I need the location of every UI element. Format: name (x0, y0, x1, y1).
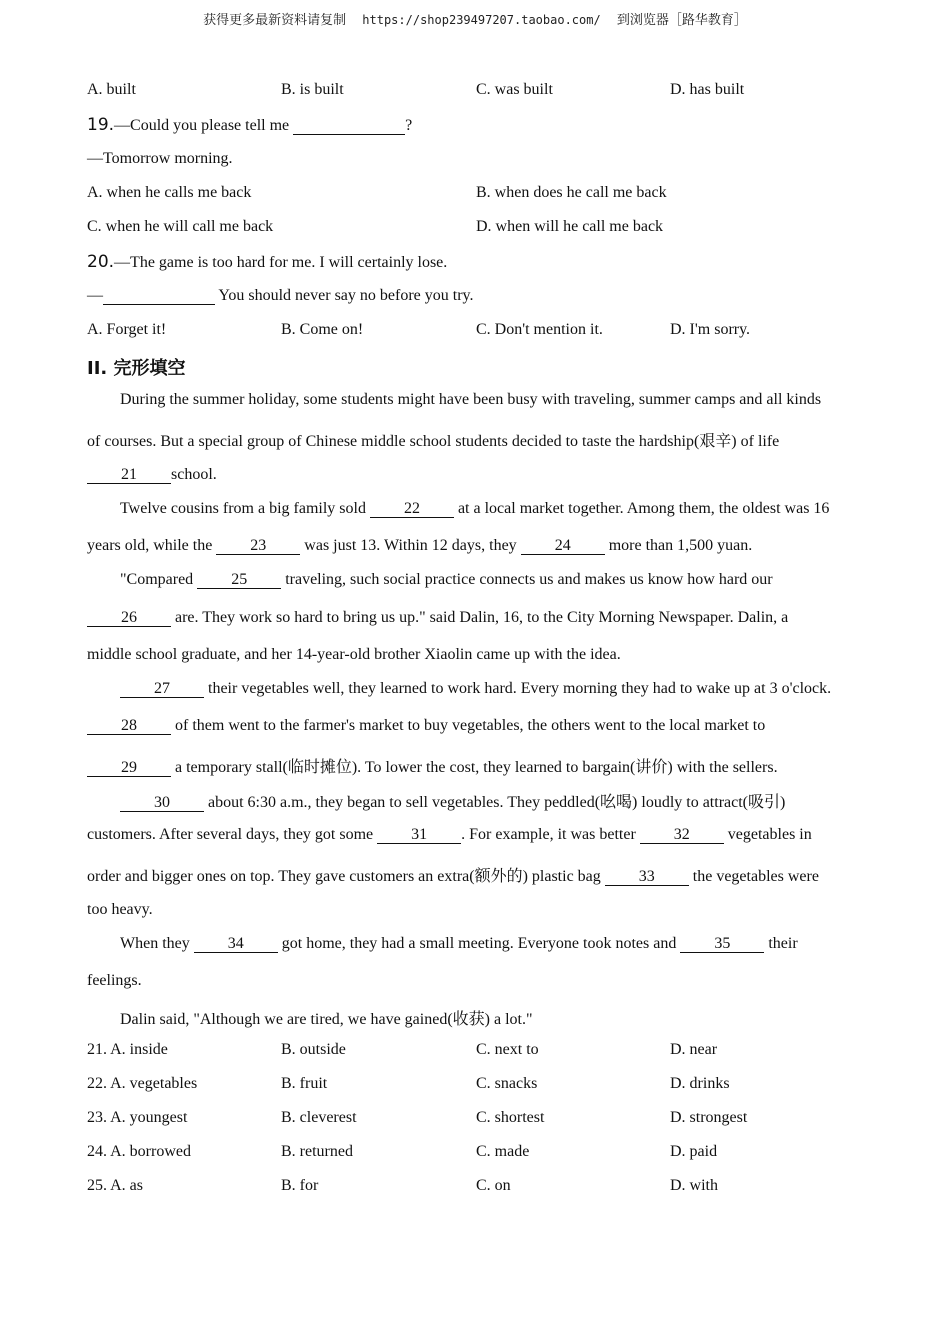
choice-option: B. cleverest (281, 1109, 357, 1126)
passage-line: of courses. But a special group of Chinese middle school students decided to taste the hardship(艰辛) of life (87, 433, 780, 450)
choice-option: D. with (670, 1177, 718, 1194)
q19-end: ? (405, 117, 413, 134)
header-url: https://shop239497207.taobao.com/ (362, 13, 601, 27)
q20-reply-start: — (87, 287, 103, 304)
choice-option: C. on (476, 1177, 511, 1194)
q20-prompt (87, 252, 447, 272)
passage-line (87, 826, 812, 844)
blank-35: 35 (680, 935, 764, 953)
blank-31: 31 (377, 826, 461, 844)
passage-text: Twelve cousins from a big family sold (120, 500, 370, 517)
q20-number: 20. (87, 252, 115, 272)
blank-34: 34 (194, 935, 278, 953)
choice-option: B. fruit (281, 1075, 328, 1092)
q19-option-c: C. when he will call me back (87, 218, 274, 235)
q19-text: —Could you please tell me (114, 117, 290, 134)
choice-option: C. shortest (476, 1109, 545, 1126)
passage-text: vegetables in (723, 826, 812, 843)
choice-option: C. next to (476, 1041, 539, 1058)
q19-option-d: D. when will he call me back (476, 218, 664, 235)
passage-text: was just 13. Within 12 days, they (300, 537, 521, 554)
choice-option: 24. A. borrowed (87, 1143, 191, 1160)
choice-option: 25. A. as (87, 1177, 143, 1194)
passage-text: . For example, it was better (461, 826, 640, 843)
q18-option-a: A. built (87, 81, 136, 98)
blank-30: 30 (120, 794, 204, 812)
passage-text: school. (171, 466, 217, 483)
passage-line (120, 789, 785, 812)
blank-25: 25 (197, 571, 281, 589)
passage-text: are. They work so hard to bring us up." said Dalin, 16, to the City Morning Newspaper. Dalin, a (171, 609, 789, 626)
blank-29: 29 (87, 759, 171, 777)
q20-reply (87, 287, 473, 305)
passage-line (87, 754, 778, 777)
passage-text: the vegetables were (688, 868, 819, 885)
choice-option: D. near (670, 1041, 718, 1058)
blank-22: 22 (370, 500, 454, 518)
passage-line (87, 466, 217, 484)
q19-option-a: A. when he calls me back (87, 184, 252, 201)
blank-23: 23 (216, 537, 300, 555)
choice-option: B. for (281, 1177, 319, 1194)
passage-text: a temporary stall(临时摊位). To lower the cost, they learned to bargain(讲价) with the sellers. (171, 759, 778, 776)
blank-24: 24 (521, 537, 605, 555)
passage-text: about 6:30 a.m., they began to sell vegetables. They peddled(吆喝) loudly to attract(吸引) (204, 794, 786, 811)
passage-text: more than 1,500 yuan. (604, 537, 753, 554)
choice-option: D. drinks (670, 1075, 730, 1092)
passage-line (87, 537, 752, 555)
passage-line: During the summer holiday, some students might have been busy with traveling, summer camps and all kinds (120, 391, 822, 408)
blank-26: 26 (87, 609, 171, 627)
q20-option-d: D. I'm sorry. (670, 321, 751, 338)
header-right-text: 到浏览器［路华教育］ (616, 13, 747, 28)
q20-reply-end: You should never say no before you try. (215, 287, 474, 304)
passage-line: too heavy. (87, 901, 153, 918)
blank-28: 28 (87, 717, 171, 735)
passage-line (120, 571, 773, 589)
q18-option-d: D. has built (670, 81, 745, 98)
q19-number: 19. (87, 115, 115, 135)
passage-line (87, 717, 765, 735)
choice-option: 22. A. vegetables (87, 1075, 198, 1092)
choice-option: C. made (476, 1143, 530, 1160)
passage-text: their (764, 935, 798, 952)
passage-text: When they (120, 935, 194, 952)
q20-option-c: C. Don't mention it. (476, 321, 603, 338)
q19-reply: —Tomorrow morning. (87, 150, 233, 167)
passage-text: traveling, such social practice connects us and makes us know how hard our (281, 571, 773, 588)
passage-line (120, 935, 798, 953)
choice-option: 21. A. inside (87, 1041, 168, 1058)
passage-text: years old, while the (87, 537, 217, 554)
blank-33: 33 (605, 868, 689, 886)
header-left-text: 获得更多最新资料请复制 (203, 13, 347, 28)
passage-line: feelings. (87, 972, 142, 989)
choice-option: D. strongest (670, 1109, 748, 1126)
choice-option: C. snacks (476, 1075, 538, 1092)
passage-text: "Compared (120, 571, 198, 588)
passage-text: order and bigger ones on top. They gave customers an extra(额外的) plastic bag (87, 868, 605, 885)
passage-text: at a local market together. Among them, the oldest was 16 (453, 500, 830, 517)
passage-text: got home, they had a small meeting. Everyone took notes and (277, 935, 681, 952)
q19-prompt (87, 115, 412, 135)
choice-option: 23. A. youngest (87, 1109, 188, 1126)
q20-blank (103, 287, 215, 305)
passage-line (87, 609, 788, 627)
choice-option: B. returned (281, 1143, 353, 1160)
choice-option: D. paid (670, 1143, 718, 1160)
passage-text: of them went to the farmer's market to buy vegetables, the others went to the local market to (171, 717, 766, 734)
q20-option-a: A. Forget it! (87, 321, 167, 338)
blank-27: 27 (120, 680, 204, 698)
q18-option-b: B. is built (281, 81, 344, 98)
q19-option-b: B. when does he call me back (476, 184, 667, 201)
page-header (0, 9, 950, 28)
blank-32: 32 (640, 826, 724, 844)
passage-line: Dalin said, "Although we are tired, we have gained(收获) a lot." (120, 1011, 533, 1028)
blank-21: 21 (87, 466, 171, 484)
q20-option-b: B. Come on! (281, 321, 364, 338)
q19-blank (293, 117, 405, 135)
passage-text: customers. After several days, they got some (87, 826, 378, 843)
q20-text: —The game is too hard for me. I will certainly lose. (114, 254, 448, 271)
passage-line: middle school graduate, and her 14-year-old brother Xiaolin came up with the idea. (87, 646, 621, 663)
passage-line (120, 680, 831, 698)
passage-line (120, 500, 829, 518)
section-title: II. 完形填空 (87, 358, 186, 379)
passage-text: their vegetables well, they learned to work hard. Every morning they had to wake up at 3 o'clock. (204, 680, 832, 697)
choice-option: B. outside (281, 1041, 346, 1058)
q18-option-c: C. was built (476, 81, 553, 98)
passage-line (87, 863, 819, 886)
